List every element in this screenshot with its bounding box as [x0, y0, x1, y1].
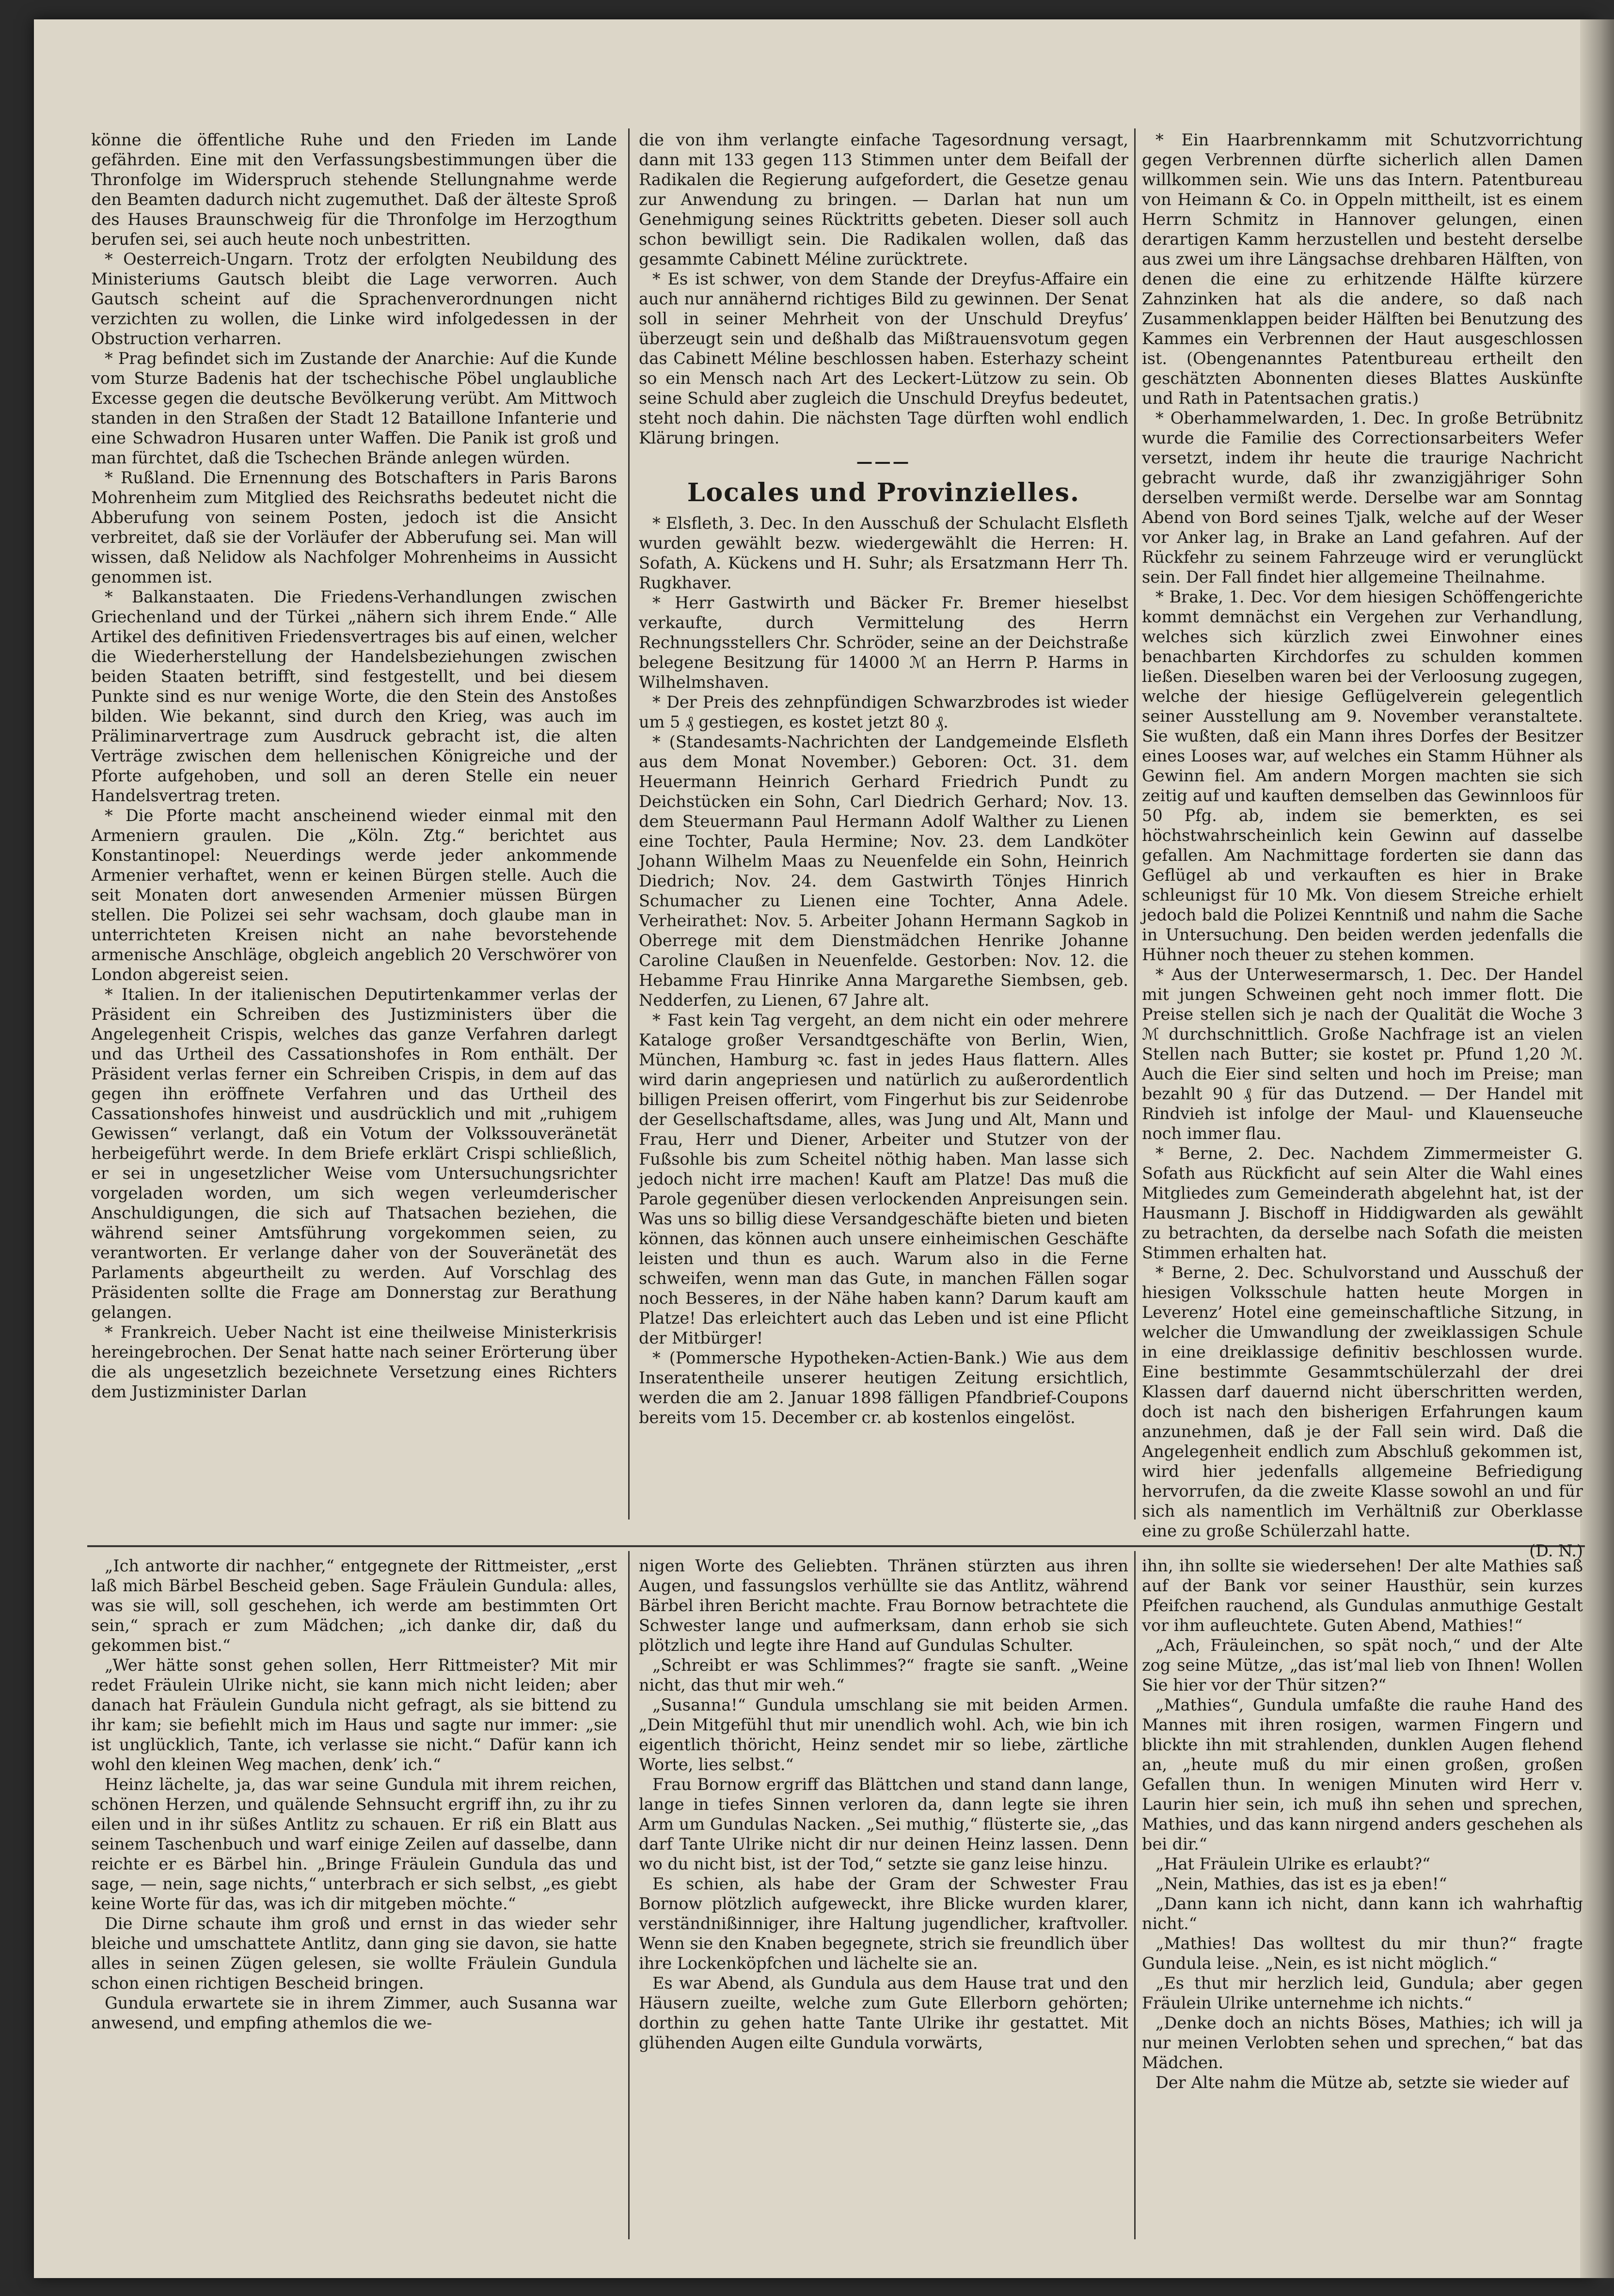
- article-paragraph: „Ach, Fräuleinchen, so spät noch,“ und der Alte zog seine Mütze, „das ist’mal lieb von Ihnen! Wollen Sie hier vor der Thür sitzen?“: [1142, 1636, 1583, 1694]
- article-paragraph: * Italien. In der italienischen Deputirtenkammer verlas der Präsident ein Schreiben des Justizministers über die Angelegenheit Crispis, welches das ganze Verfahren darlegt und das Urtheil des Cassationshofes in Rom enthält. Der Präsident verlas ferner ein Schreiben Crispis, in dem auf das gegen ihn eröffnete Verfahren und das Urtheil des Cassationshofes hinweist und ausdrücklich und mit „ruhigem Gewissen“ verlangt, daß ein Votum der Volkssouveränetät herbeigeführt werde. In dem Briefe erklärt Crispi schließlich, er sei in ungesetzlicher Weise vom Untersuchungsrichter vorgeladen worden, um sich wegen verleumderischer Anschuldigungen, die sich auf Thatsachen beziehen, die während seiner Amtsführung vorgekommen seien, zu verantworten. Er verlange daher von der Souveränetät des Parlaments abgeurtheilt zu werden. Auf Vorschlag des Präsidenten sollte die Frage am Donnerstag zur Berathung gelangen.: [91, 985, 617, 1322]
- article-paragraph: könne die öffentliche Ruhe und den Frieden im Lande gefährden. Eine mit den Verfassungsbestimmungen über die Thronfolge im Widerspruch stehende Stellungnahme werde den Beamten dadurch nicht zugemuthet. Daß der älteste Sproß des Hauses Braunschweig für die Thronfolge im Herzogthum berufen sei, sei auch heute noch unbestritten.: [91, 130, 617, 249]
- article-paragraph: „Denke doch an nichts Böses, Mathies; ich will ja nur meinen Verlobten sehen und sprechen,“ bat das Mädchen.: [1142, 2013, 1583, 2072]
- article-paragraph: Die Dirne schaute ihm groß und ernst in das wieder sehr bleiche und umschattete Antlitz, dann ging sie davon, sie hatte alles in seinen Zügen gelesen, sie wollte Fräulein Gundula schon einen richtigen Bescheid bringen.: [91, 1914, 617, 1993]
- article-paragraph: die von ihm verlangte einfache Tagesordnung versagt, dann mit 133 gegen 113 Stimmen unter dem Beifall der Radikalen die Regierung aufgefordert, die Gesetze genau zur Anwendung zu bringen. — Darlan hat nun um Genehmigung seines Rücktritts gebeten. Dieser soll auch schon bewilligt sein. Die Radikalen wollen, daß das gesammte Cabinett Méline zurücktrete.: [639, 130, 1128, 269]
- article-paragraph: * Die Pforte macht anscheinend wieder einmal mit den Armeniern graulen. Die „Köln. Ztg.“ berichtet aus Konstantinopel: Neuerdings werde jeder ankommende Armenier verhaftet, wenn er keinen Bürgen stelle. Auch die seit Monaten dort anwesenden Armenier müssen Bürgen stellen. Die Polizei sei sehr wachsam, doch glaube man in unterrichteten Kreisen nicht an nahe bevorstehende armenische Anschläge, obgleich angeblich 20 Verschwörer von London abgereist seien.: [91, 806, 617, 984]
- article-paragraph: „Es thut mir herzlich leid, Gundula; aber gegen Fräulein Ulrike unternehme ich nichts.“: [1142, 1974, 1583, 2012]
- article-paragraph: * Oberhammelwarden, 1. Dec. In große Betrübnitz wurde die Familie des Correctionsarbeiters Wefer versetzt, indem ihr heute die traurige Nachricht gebracht wurde, daß ihr zwanzigjähriger Sohn derselben vermißt werde. Derselbe war am Sonntag Abend von Bord seines Tjalk, welche auf der Weser vor Anker lag, in Brake an Land gefahren. Auf der Rückfehr zu seinem Fahrzeuge wird er verunglückt sein. Der Fall findet hier allgemeine Theilnahme.: [1142, 409, 1583, 586]
- article-paragraph: „Wer hätte sonst gehen sollen, Herr Rittmeister? Mit mir redet Fräulein Ulrike nicht, sie kann mich nicht leiden; aber danach hat Fräulein Gundula nicht gefragt, als sie bittend zu ihr kam; sie befiehlt mich im Haus und sagte nur immer: „sie ist unglücklich, Tante, ich verlasse sie nicht.“ Dafür kann ich wohl den kleinen Weg machen, denk’ ich.“: [91, 1656, 617, 1774]
- column-rule-1: [628, 128, 630, 1520]
- article-paragraph: * Es ist schwer, von dem Stande der Dreyfus-Affaire ein auch nur annähernd richtiges Bild zu gewinnen. Der Senat soll in seiner Mehrheit von der Unschuld Dreyfus’ überzeugt sein und deßhalb das Mißtrauensvotum gegen das Cabinett Méline beschlossen haben. Esterhazy scheint so ein Mensch nach Art des Leckert-Lützow zu sein. Ob seine Schuld aber zugleich die Unschuld Dreyfus bedeutet, steht noch dahin. Die nächsten Tage dürften wohl endlich Klärung bringen.: [639, 269, 1128, 447]
- article-paragraph: * Berne, 2. Dec. Nachdem Zimmermeister G. Sofath aus Rückficht auf sein Alter die Wahl eines Mitgliedes zum Gemeinderath abgelehnt hat, ist der Hausmann J. Bischoff in Hiddigwarden als gewählt zu betrachten, da derselbe nach Sofath die meisten Stimmen erhalten hat.: [1142, 1144, 1583, 1262]
- article-paragraph: * Brake, 1. Dec. Vor dem hiesigen Schöffengerichte kommt demnächst ein Vergehen zur Verhandlung, welches sich kürzlich zwei Einwohner eines benachbarten Kirchdorfes zu schulden kommen ließen. Dieselben waren bei der Verloosung zugegen, welche der hiesige Geflügelverein gelegentlich seiner Ausstellung am 9. November veranstaltete. Sie wußten, daß ein Mann ihres Dorfes der Besitzer eines Looses war, auf welches ein Stamm Hühner als Gewinn fiel. Am andern Morgen machten sie sich zeitig auf und kauften demselben das Gewinnloos für 50 Pfg. ab, indem sie bemerkten, es sei höchstwahrscheinlich kein Gewinn auf dasselbe gefallen. Am Nachmittage forderten sie dann das Geflügel ab und verkauften es hier in Brake schleunigst für 10 Mk. Von diesem Streiche erhielt jedoch bald die Polizei Kenntniß und nahm die Sache in Untersuchung. Den beiden werden jedenfalls die Hühner noch theuer zu stehen kommen.: [1142, 587, 1583, 964]
- article-paragraph: „Susanna!“ Gundula umschlang sie mit beiden Armen. „Dein Mitgefühl thut mir unendlich wohl. Ach, wie bin ich eigentlich thöricht, Heinz sendet mir so liebe, zärtliche Worte, lies selbst.“: [639, 1695, 1128, 1774]
- article-paragraph: * Oesterreich-Ungarn. Trotz der erfolgten Neubildung des Ministeriums Gautsch bleibt die Lage verworren. Auch Gautsch scheint auf die Sprachenverordnungen nicht verzichten zu wollen, die Linke wird infolgedessen in der Obstruction verharren.: [91, 250, 617, 348]
- article-paragraph: * (Pommersche Hypotheken-Actien-Bank.) Wie aus dem Inseratentheile unserer heutigen Zeitung ersichtlich, werden die am 2. Januar 1898 fälligen Pfandbrief-Coupons bereits vom 15. December cr. ab kostenlos eingelöst.: [639, 1348, 1128, 1427]
- source-signature: (D. N.): [1529, 1541, 1583, 1560]
- article-paragraph: * Herr Gastwirth und Bäcker Fr. Bremer hieselbst verkaufte, durch Vermittelung des Herrn Rechnungsstellers Chr. Schröder, seine an der Deichstraße belegene Besitzung für 14000 ℳ an Herrn P. Harms in Wilhelmshaven.: [639, 593, 1128, 692]
- article-paragraph: „Mathies“, Gundula umfaßte die rauhe Hand des Mannes mit ihren rosigen, warmen Fingern und blickte ihn mit strahlenden, dunklen Augen flehend an, „heute muß du mir einen großen, großen Gefallen thun. In wenigen Minuten wird Herr v. Laurin hier sein, ich muß ihn sehen und sprechen, Mathies, und das kann nirgend anders geschehen als bei dir.“: [1142, 1695, 1583, 1853]
- article-paragraph: * Elsfleth, 3. Dec. In den Ausschuß der Schulacht Elsfleth wurden gewählt bezw. wiedergewählt die Herren: H. Sofath, A. Kückens und H. Suhr; als Ersatzmann Herr Th. Rugkhaver.: [639, 514, 1128, 592]
- feuilleton-column-1: [91, 1556, 617, 2234]
- section-heading: Locales und Provinzielles.: [687, 478, 1080, 507]
- feuilleton-column-3: [1142, 1556, 1583, 2234]
- article-paragraph: * Balkanstaaten. Die Friedens-Verhandlungen zwischen Griechenland und der Türkei „nähern sich ihrem Ende.“ Alle Artikel des definitiven Friedensvertrages bis auf einen, welcher die Wiederherstellung der Handelsbeziehungen zwischen beiden Staaten betrifft, sind festgestellt, und bei diesem Punkte sind es nur wenige Worte, die den Stein des Anstoßes bilden. Wie bekannt, sind durch den Krieg, was auch im Präliminarvertrage zum Ausdruck gebracht ist, die alten Verträge zwischen dem hellenischen Königreiche und der Pforte aufgehoben, und soll an deren Stelle ein neuer Handelsvertrag treten.: [91, 587, 617, 805]
- article-paragraph: „Dann kann ich nicht, dann kann ich wahrhaftig nicht.“: [1142, 1894, 1583, 1933]
- article-paragraph: „Nein, Mathies, das ist es ja eben!“: [1155, 1874, 1447, 1893]
- page-fold-shadow: [1580, 19, 1614, 2278]
- article-paragraph: * Ein Haarbrennkamm mit Schutzvorrichtung gegen Verbrennen dürfte sicherlich allen Damen willkommen sein. Wie uns das Intern. Patentbureau von Heimann & Co. in Oppeln mittheilt, ist es einem Herrn Schmitz in Hannover gelungen, einen derartigen Kamm herzustellen und besteht derselbe aus zwei um ihre Längsachse drehbaren Hälften, von denen die eine zu erhitzende Hälfte kürzere Zahnzinken hat als die andere, so daß nach Zusammenklappen beider Hälften bei Benutzung des Kammes ein Verbrennen der Haut ausgeschlossen ist. (Obengenanntes Patentbureau ertheilt den geschätzten Abonnenten dieses Blattes Auskünfte und Rath in Patentsachen gratis.): [1142, 130, 1583, 408]
- article-paragraph: nigen Worte des Geliebten. Thränen stürzten aus ihren Augen, und fassungslos verhüllte sie das Antlitz, während Bärbel ihren Bericht machte. Frau Bornow betrachtete die Schwester lange und aufmerksam, dann erhob sie sich plötzlich und legte ihre Hand auf Gundulas Schulter.: [639, 1556, 1128, 1655]
- article-paragraph: Gundula erwartete sie in ihrem Zimmer, auch Susanna war anwesend, und empfing athemlos die we-: [91, 1994, 617, 2032]
- news-column-2: [639, 130, 1128, 1536]
- article-paragraph: Heinz lächelte, ja, das war seine Gundula mit ihrem reichen, schönen Herzen, und quälende Sehnsucht ergriff ihn, zu ihr zu eilen und in ihr süßes Antlitz zu schauen. Er riß ein Blatt aus seinem Taschenbuch und warf einige Zeilen auf dasselbe, dann reichte er es Bärbel hin. „Bringe Fräulein Gundula das und sage, — nein, sage nichts,“ unterbrach er sich selbst, „es giebt keine Worte für das, was ich dir mitgeben möchte.“: [91, 1775, 617, 1913]
- article-paragraph: * Aus der Unterwesermarsch, 1. Dec. Der Handel mit jungen Schweinen geht noch immer flott. Die Preise stellen sich je nach der Qualität die Woche 3 ℳ durchschnittlich. Große Nachfrage ist an vielen Stellen nach Butter; sie kostet pr. Pfund 1,20 ℳ. Auch die Eier sind selten und hoch im Preise; man bezahlt 90 ₰ für das Dutzend. — Der Handel mit Rindvieh ist infolge der Maul- und Klauenseuche noch immer flau.: [1142, 965, 1583, 1143]
- article-paragraph: „Mathies! Das wolltest du mir thun?“ fragte Gundula leise. „Nein, es ist nicht möglich.“: [1142, 1934, 1583, 1973]
- separator: ———: [856, 452, 911, 471]
- article-paragraph: ihn, ihn sollte sie wiedersehen! Der alte Mathies saß auf der Bank vor seiner Hausthür, sein kurzes Pfeifchen rauchend, als Gundulas anmuthige Gestalt vor ihm aufleuchtete. Guten Abend, Mathies!“: [1142, 1556, 1583, 1635]
- article-paragraph: Frau Bornow ergriff das Blättchen und stand dann lange, lange in tiefes Sinnen verloren da, dann legte sie ihren Arm um Gundulas Nacken. „Sei muthig,“ flüsterte sie, „das darf Tante Ulrike nicht dir nur deinen Heinz lassen. Denn wo du nicht bist, ist der Tod,“ setzte sie ganz leise hinzu.: [639, 1775, 1128, 1873]
- feuilleton-column-2: [639, 1556, 1128, 2234]
- article-paragraph: „Hat Fräulein Ulrike es erlaubt?“: [1155, 1854, 1431, 1873]
- article-paragraph: * Berne, 2. Dec. Schulvorstand und Ausschuß der hiesigen Volksschule hatten heute Morgen in Leverenz’ Hotel eine gemeinschaftliche Sitzung, in welcher die Umwandlung der zweiklassigen Schule in eine dreiklassige definitiv beschlossen wurde. Eine bestimmte Gesammtschülerzahl der drei Klassen darf dauernd nicht überschritten werden, doch ist nach den bisherigen Erfahrungen kaum anzunehmen, daß je der Fall sein wird. Daß die Angelegenheit endlich zum Abschluß gekommen ist, wird hier jedenfalls allgemeine Befriedigung hervorrufen, da die zweite Klasse sowohl an und für sich als namentlich im Verhältniß zur Oberklasse eine zu große Schülerzahl hatte.: [1142, 1263, 1583, 1540]
- article-paragraph: * Frankreich. Ueber Nacht ist eine theilweise Ministerkrisis hereingebrochen. Der Senat hatte nach seiner Erörterung über die als ungesetzlich bezeichnete Versetzung eines Richters dem Justizminister Darlan: [91, 1323, 617, 1401]
- article-paragraph: * Prag befindet sich im Zustande der Anarchie: Auf die Kunde vom Sturze Badenis hat der tschechische Pöbel unglaubliche Excesse gegen die deutsche Bevölkerung verübt. Am Mittwoch standen in den Straßen der Stadt 12 Bataillone Infanterie und eine Schwadron Husaren unter Waffen. Die Panik ist groß und man fürchtet, daß die Tschechen Brände anlegen würden.: [91, 349, 617, 467]
- column-rule-4: [1134, 1551, 1136, 2239]
- article-paragraph: „Schreibt er was Schlimmes?“ fragte sie sanft. „Weine nicht, das thut mir weh.“: [639, 1656, 1128, 1694]
- article-paragraph: * Fast kein Tag vergeht, an dem nicht ein oder mehrere Kataloge großer Versandtgeschäfte von Berlin, Wien, München, Hamburg ꝛc. fast in jedes Haus flattern. Alles wird darin angepriesen und natürlich zu außerordentlich billigen Preisen offerirt, vom Fingerhut bis zur Seidenrobe der Gesellschaftsdame, alles, was Jung und Alt, Mann und Frau, Herr und Diener, Arbeiter und Stutzer von der Fußsohle bis zum Scheitel nöthig haben. Man lasse sich jedoch nicht irre machen! Kauft am Platze! Das muß die Parole gegenüber diesen verlockenden Anpreisungen sein. Was uns so billig diese Versandgeschäfte bieten und bieten können, das können auch unsere einheimischen Geschäfte leisten und thun es auch. Warum also in die Ferne schweifen, wenn man das Gute, in manchen Fällen sogar noch Besseres, in der Nähe haben kann? Darum kauft am Platze! Das erleichtert auch das Leben und ist eine Pflicht der Mitbürger!: [639, 1011, 1128, 1347]
- news-column-1: [91, 130, 617, 1536]
- article-paragraph: * (Standesamts-Nachrichten der Landgemeinde Elsfleth aus dem Monat November.) Geboren: Oct. 31. dem Heuermann Heinrich Gerhard Friedrich Pundt zu Deichstücken ein Sohn, Carl Diedrich Gerhard; Nov. 13. dem Steuermann Paul Hermann Adolf Walther zu Lienen eine Tochter, Paula Hermine; Nov. 23. dem Landköter Johann Wilhelm Maas zu Neuenfelde ein Sohn, Heinrich Diedrich; Nov. 24. dem Gastwirth Tönjes Hinrich Schumacher zu Lienen eine Tochter, Anna Adele. Verheirathet: Nov. 5. Arbeiter Johann Hermann Sagkob in Oberrege mit dem Dienstmädchen Henrike Johanne Caroline Claußen in Neuenfelde. Gestorben: Nov. 12. die Hebamme Frau Hinrike Anna Margarethe Siembsen, geb. Nedderfen, zu Lienen, 67 Jahre alt.: [639, 732, 1128, 1010]
- article-paragraph: Es war Abend, als Gundula aus dem Hause trat und den Häusern zueilte, welche zum Gute Ellerborn gehörten; dorthin zu gehen hatte Tante Ulrike ihr gestattet. Mit glühenden Augen eilte Gundula vorwärts,: [639, 1974, 1128, 2052]
- column-rule-3: [628, 1551, 630, 2239]
- article-paragraph: Es schien, als habe der Gram der Schwester Frau Bornow plötzlich aufgeweckt, ihre Blicke wurden klarer, verständnißinniger, ihre Haltung jugendlicher, kraftvoller. Wenn sie den Knaben begegnete, strich sie freundlich über ihre Lockenköpfchen und lächelte sie an.: [639, 1874, 1128, 1973]
- news-column-3: [1142, 130, 1583, 1560]
- column-rule-2: [1134, 128, 1136, 1520]
- article-paragraph: * Rußland. Die Ernennung des Botschafters in Paris Barons Mohrenheim zum Mitglied des Reichsraths bedeutet nicht die Abberufung von seinem Posten, jedoch ist die Ansicht verbreitet, daß sie der Vorläufer der Abberufung sei. Man will wissen, daß Nelidow als Nachfolger Mohrenheims in Aussicht genommen ist.: [91, 468, 617, 586]
- article-paragraph: „Ich antworte dir nachher,“ entgegnete der Rittmeister, „erst laß mich Bärbel Bescheid geben. Sage Fräulein Gundula: alles, was sie will, soll geschehen, ich werde am bestimmten Ort sein,“ sprach er zum Mädchen; „ich danke dir, daß du gekommen bist.“: [91, 1556, 617, 1655]
- article-paragraph: Der Alte nahm die Mütze ab, setzte sie wieder auf: [1155, 2073, 1569, 2092]
- article-paragraph: * Der Preis des zehnpfündigen Schwarzbrodes ist wieder um 5 ₰ gestiegen, es kostet jetzt 80 ₰.: [639, 693, 1128, 731]
